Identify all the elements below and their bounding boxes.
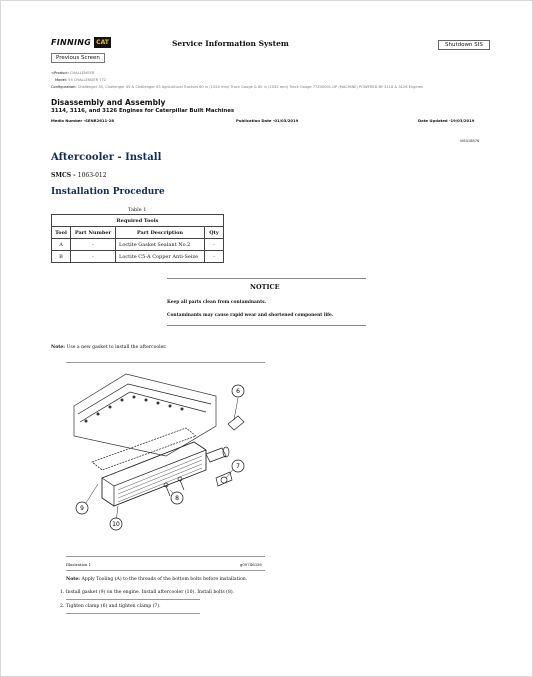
callout-7-label: 7 <box>236 463 240 471</box>
table-cell: - <box>71 251 116 263</box>
table-cell: - <box>205 239 224 251</box>
note-tooling <box>66 577 247 582</box>
illustration-caption: Illustration 1 <box>66 562 92 567</box>
table-row <box>52 251 224 263</box>
table-cell: A <box>52 239 71 251</box>
publication-date: Publication Date -01/03/2019 <box>236 118 299 123</box>
configuration-line <box>51 85 423 89</box>
table-cell: B <box>52 251 71 263</box>
note-label: Note: <box>51 345 66 350</box>
note-gasket <box>51 345 166 350</box>
column-header: Tool <box>52 227 71 239</box>
smcs-code <box>51 172 107 179</box>
table-cell: Loctite C5-A Copper Anti-Seize <box>116 251 205 263</box>
finning-logo <box>51 37 111 48</box>
table-cell: - <box>71 239 116 251</box>
smcs-label: SMCS - <box>51 172 78 179</box>
config-label: Configuration: <box>51 85 77 89</box>
column-header: Part Description <box>116 227 205 239</box>
section-title: Disassembly and Assembly <box>51 98 166 107</box>
illustration-divider <box>66 556 265 557</box>
notice-divider <box>167 325 366 326</box>
table-cell: - <box>205 251 224 263</box>
notice-divider <box>167 278 366 279</box>
column-header: Qty <box>205 227 224 239</box>
notice-heading: NOTICE <box>250 283 280 291</box>
config-value: Challenger 35, Challenger 45 & Challenger 55 Agricultural Tractors 60 in (1524 mm) Track Gauge & 80 in (2032 mm) Track Gauge 7TZ00001-UP (MACHINE) POWERED BY 3116 & 3126 Engines <box>77 85 423 89</box>
previous-screen-button[interactable]: Previous Screen <box>51 53 105 63</box>
callout-6-label: 6 <box>236 388 240 396</box>
product-label: <Product: <box>51 71 69 75</box>
page-title: Aftercooler - Install <box>51 152 162 163</box>
procedure-step: 2. Tighten clamp (6) and tighten clamp (7). <box>60 604 161 609</box>
date-updated: Date Updated -19/03/2019 <box>418 118 475 123</box>
logo-text: FINNING <box>51 38 92 47</box>
illustration-id: g00746336 <box>240 562 262 567</box>
required-tools-table <box>51 214 224 263</box>
table-caption: Table 1 <box>128 207 147 213</box>
app-title: Service Information System <box>172 39 289 48</box>
document-id: i06418876 <box>460 139 480 143</box>
table-title: Required Tools <box>52 215 224 227</box>
illustration-divider <box>66 570 265 571</box>
table-cell: Loctite Gasket Sealant No.2 <box>116 239 205 251</box>
note-text: Use a new gasket to install the aftercooler. <box>65 345 167 350</box>
aftercooler-illustration <box>66 366 265 556</box>
cat-logo-badge: CAT <box>96 39 109 46</box>
section-subtitle: 3114, 3116, and 3126 Engines for Caterpillar Built Machines <box>51 108 235 114</box>
note-text: Apply Tooling (A) to the threads of the bottom bolts before installation. <box>80 577 248 582</box>
step-divider <box>66 613 200 614</box>
callout-9-label: 9 <box>80 505 84 513</box>
media-number: Media Number -SENR2611-28 <box>51 118 115 123</box>
smcs-value: 1063-012 <box>77 172 107 179</box>
product-value: CHALLENGER <box>70 71 95 75</box>
product-line <box>51 71 94 75</box>
notice-text: Keep all parts clean from contaminants. <box>167 300 267 305</box>
table-row <box>52 239 224 251</box>
illustration-divider <box>66 362 265 363</box>
model-line <box>55 78 106 82</box>
notice-text: Contaminants may cause rapid wear and shortened component life. <box>167 313 334 318</box>
callout-10-label: 10 <box>112 521 120 529</box>
note-label: Note: <box>66 577 81 582</box>
callout-8-label: 8 <box>175 495 179 503</box>
model-label: Model: <box>55 78 68 82</box>
procedure-step: 1. Install gasket (9) on the engine. Install aftercooler (10). Install bolts (8). <box>60 590 235 595</box>
column-header: Part Number <box>71 227 116 239</box>
model-value: 55 CHALLENGER 772 <box>68 78 107 82</box>
procedure-heading: Installation Procedure <box>51 187 165 197</box>
step-divider <box>66 599 200 600</box>
shutdown-sis-button[interactable]: Shutdown SIS <box>438 40 490 50</box>
